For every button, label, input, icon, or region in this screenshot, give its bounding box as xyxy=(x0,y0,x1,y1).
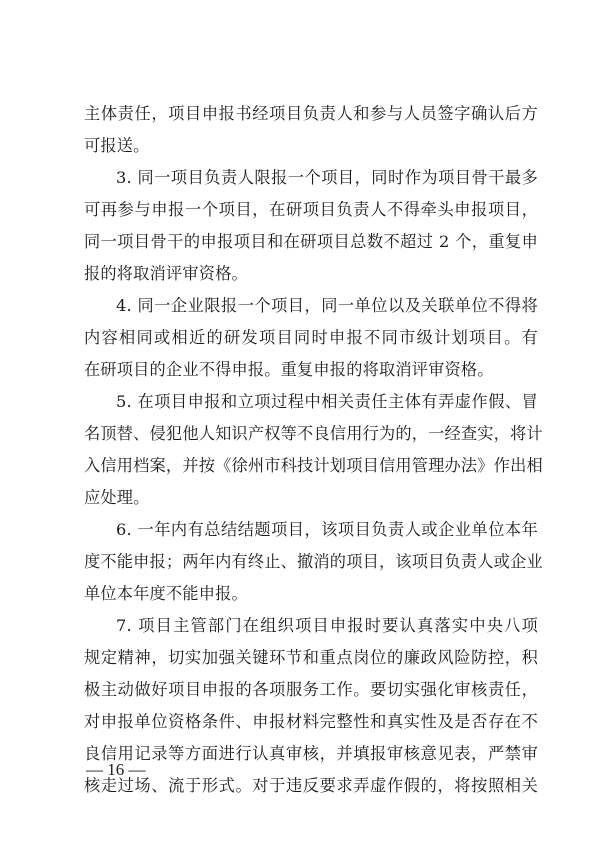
text-line: 7. 项目主管部门在组织项目申报时要认真落实中央八项 xyxy=(116,616,538,635)
text-line: 单位本年度不能申报。 xyxy=(84,584,248,603)
text-line: 入信用档案，并按《徐州市科技计划项目信用管理办法》作出相 xyxy=(84,456,543,475)
text-line: 同一项目骨干的申报项目和在研项目总数不超过 2 个，重复申 xyxy=(84,232,538,251)
text-line: 4. 同一企业限报一个项目，同一单位以及关联单位不得将 xyxy=(116,296,538,315)
text-line: 在研项目的企业不得申报。重复申报的将取消评审资格。 xyxy=(84,360,494,379)
text-line: 主体责任，项目申报书经项目负责人和参与人员签字确认后方 xyxy=(84,104,538,123)
text-line: 对申报单位资格条件、申报材料完整性和真实性及是否存在不 xyxy=(84,712,538,731)
text-line: 良信用记录等方面进行认真审核，并填报审核意见表，严禁审 xyxy=(84,744,538,763)
text-line: 内容相同或相近的研发项目同时申报不同市级计划项目。有 xyxy=(84,328,538,347)
text-line: 名顶替、侵犯他人知识产权等不良信用行为的，一经查实，将计 xyxy=(84,424,543,443)
text-line: 报的将取消评审资格。 xyxy=(84,264,248,283)
text-line: 规定精神，切实加强关键环节和重点岗位的廉政风险防控，积 xyxy=(84,648,538,667)
text-line: 核走过场、流于形式。对于违反要求弄虚作假的，将按照相关 xyxy=(84,776,538,795)
text-line: 极主动做好项目申报的各项服务工作。要切实强化审核责任， xyxy=(84,680,538,699)
text-line: 可报送。 xyxy=(84,136,150,155)
text-line: 5. 在项目申报和立项过程中相关责任主体有弄虚作假、冒 xyxy=(116,392,538,411)
text-line: 应处理。 xyxy=(84,488,150,507)
body-text xyxy=(84,98,543,802)
text-line: 可再参与申报一个项目，在研项目负责人不得牵头申报项目， xyxy=(84,200,538,219)
text-line: 度不能申报；两年内有终止、撤消的项目，该项目负责人或企业 xyxy=(84,552,543,571)
text-line: 3. 同一项目负责人限报一个项目，同时作为项目骨干最多 xyxy=(116,168,538,187)
page-number: — 16 — xyxy=(86,760,146,779)
text-line: 6. 一年内有总结结题项目，该项目负责人或企业单位本年 xyxy=(116,520,538,539)
